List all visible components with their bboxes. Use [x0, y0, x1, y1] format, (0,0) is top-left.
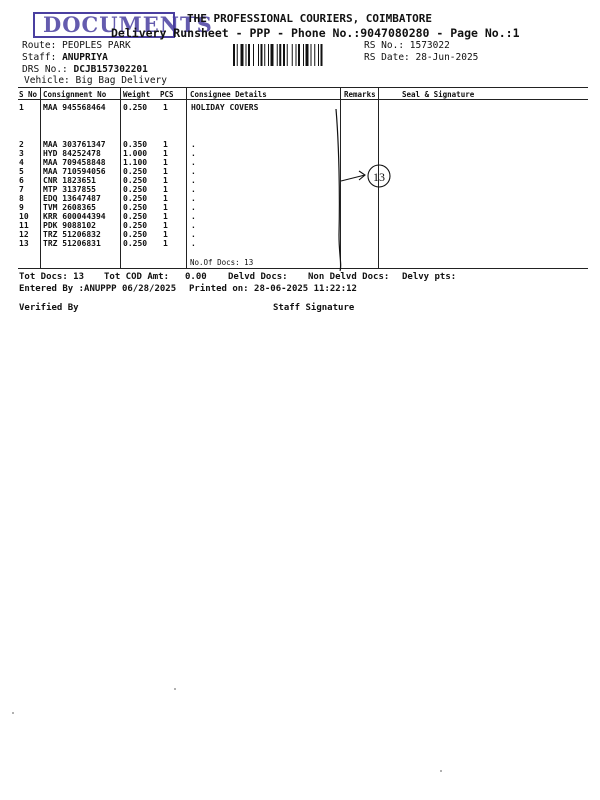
cell-sno: 2 [19, 140, 24, 149]
cell-sno: 8 [19, 194, 24, 203]
delivered-docs: Delvd Docs: [228, 272, 288, 282]
cell-consignment: MAA 710594056 [43, 167, 106, 176]
barcode-bar [248, 44, 250, 66]
table-row [18, 203, 218, 212]
table-row [18, 167, 218, 176]
cell-weight: 0.250 [123, 239, 148, 248]
cell-pcs: 1 [163, 194, 168, 203]
barcode-bar [311, 44, 312, 66]
barcode-bar [264, 44, 265, 66]
table-row [18, 239, 218, 248]
total-docs: Tot Docs: 13 [19, 272, 85, 282]
stamp-text: DOCUMENTS [43, 12, 213, 37]
barcode-bar [271, 44, 274, 66]
table-row [18, 194, 218, 203]
cell-details: . [191, 230, 196, 239]
staff-name: ANUPRIYA [62, 52, 108, 63]
cell-weight: 0.250 [123, 221, 148, 230]
cell-details: . [191, 239, 196, 248]
cell-details: . [191, 212, 196, 221]
table-row [18, 103, 259, 112]
cell-pcs: 1 [163, 103, 168, 112]
table-row [18, 221, 218, 230]
non-delivered-docs: Non Delvd Docs: [308, 272, 390, 282]
cell-sno: 10 [19, 212, 29, 221]
cell-weight: 0.250 [123, 194, 148, 203]
cell-consignment: TRZ 51206831 [43, 239, 101, 248]
total-cod-value: 0.00 [185, 272, 207, 282]
cell-pcs: 1 [163, 167, 168, 176]
cell-sno: 1 [19, 103, 24, 112]
barcode-bar [246, 44, 247, 66]
cell-consignment: HYD 84252478 [43, 149, 101, 158]
cell-consignment: TRZ 51206832 [43, 230, 101, 239]
cell-pcs: 1 [163, 158, 168, 167]
cell-weight: 0.250 [123, 103, 148, 112]
cell-consignment: CNR 1823651 [43, 176, 96, 185]
cell-details: . [191, 140, 196, 149]
drs-label: DRS No.: [22, 64, 68, 75]
cell-sno: 11 [19, 221, 29, 230]
cell-sno: 5 [19, 167, 24, 176]
circled-number: 13 [373, 170, 385, 184]
cell-details: . [191, 221, 196, 230]
vehicle-text: Vehicle: Big Bag Delivery [24, 75, 167, 86]
verified-by: Verified By [19, 303, 79, 313]
cell-weight: 0.250 [123, 203, 148, 212]
cell-consignment: PDK 9088102 [43, 221, 96, 230]
cell-pcs: 1 [163, 221, 168, 230]
staff-label: Staff: [22, 52, 57, 63]
drs-line [22, 64, 148, 75]
barcode-bar [296, 44, 297, 66]
col-header-weight: Weight [123, 90, 151, 99]
drs-number: DCJB157302201 [73, 64, 148, 75]
rs-date: RS Date: 28-Jun-2025 [364, 52, 479, 63]
col-header-seal: Seal & Signature [402, 90, 475, 99]
cell-pcs: 1 [163, 203, 168, 212]
printed-on: Printed on: 28-06-2025 11:22:12 [189, 284, 357, 294]
col-header-consignee: Consignee Details [190, 90, 267, 99]
route-text: Route: PEOPLES PARK [22, 40, 131, 51]
barcode-bar [237, 44, 238, 66]
cell-sno: 13 [19, 239, 29, 248]
cell-details: HOLIDAY COVERS [191, 103, 259, 112]
cell-consignment: MAA 303761347 [43, 140, 106, 149]
barcode-bar [268, 44, 269, 66]
no-of-docs: No.Of Docs: 13 [190, 258, 254, 267]
table-row [18, 149, 218, 158]
entered-by: Entered By :ANUPPP 06/28/2025 [19, 284, 177, 294]
staff-signature: Staff Signature [273, 303, 355, 313]
cell-weight: 0.250 [123, 212, 148, 221]
barcode-bar [298, 44, 300, 66]
cell-consignment: MTP 3137855 [43, 185, 96, 194]
barcode-bar [318, 44, 319, 66]
barcode-bar [277, 44, 278, 66]
barcode-bar [292, 44, 293, 66]
delivery-points: Delvy pts: [402, 272, 457, 282]
col-header-remarks: Remarks [344, 90, 376, 99]
barcode-bar [258, 44, 259, 66]
cell-details: . [191, 203, 196, 212]
table-row [18, 212, 218, 221]
company-title: THE PROFESSIONAL COURIERS, COIMBATORE [187, 12, 433, 25]
cell-sno: 7 [19, 185, 24, 194]
table-row [18, 185, 218, 194]
cell-pcs: 1 [163, 239, 168, 248]
table-row [18, 176, 218, 185]
barcode-bar [306, 44, 309, 66]
total-cod-label: Tot COD Amt: [104, 272, 170, 282]
col-header-pcs: PCS [160, 90, 174, 99]
cell-weight: 1.100 [123, 158, 148, 167]
barcode-bar [233, 44, 235, 66]
barcode [233, 44, 355, 66]
barcode-bar [253, 44, 254, 66]
cell-consignment: MAA 709458848 [43, 158, 106, 167]
cell-weight: 0.250 [123, 176, 148, 185]
cell-pcs: 1 [163, 176, 168, 185]
cell-consignment: TVM 2608365 [43, 203, 96, 212]
barcode-bar [303, 44, 304, 66]
cell-details: . [191, 176, 196, 185]
handwritten-bracket-annotation [330, 105, 400, 275]
barcode-bar [283, 44, 285, 66]
table-row [18, 230, 218, 239]
cell-weight: 1.000 [123, 149, 148, 158]
cell-sno: 6 [19, 176, 24, 185]
cell-details: . [191, 185, 196, 194]
cell-details: . [191, 194, 196, 203]
cell-sno: 12 [19, 230, 29, 239]
cell-consignment: EDQ 13647487 [43, 194, 101, 203]
cell-sno: 4 [19, 158, 24, 167]
runsheet-subtitle: Delivery Runsheet - PPP - Phone No.:9047080280 - Page No.:1 [111, 26, 520, 40]
barcode-bar [261, 44, 263, 66]
scan-speck [12, 712, 14, 714]
table-header-border [18, 99, 588, 100]
scan-speck [440, 770, 442, 772]
cell-pcs: 1 [163, 230, 168, 239]
col-header-consignment: Consignment No [43, 90, 107, 99]
cell-details: . [191, 158, 196, 167]
cell-consignment: MAA 945568464 [43, 103, 106, 112]
cell-sno: 3 [19, 149, 24, 158]
table-row [18, 158, 218, 167]
barcode-bar [241, 44, 244, 66]
staff-line [22, 52, 108, 63]
cell-weight: 0.350 [123, 140, 148, 149]
rs-number: RS No.: 1573022 [364, 40, 450, 51]
cell-weight: 0.250 [123, 185, 148, 194]
table-bottom-border [18, 268, 588, 269]
table-top-border [18, 87, 588, 88]
cell-details: . [191, 149, 196, 158]
barcode-bar [314, 44, 315, 66]
cell-pcs: 1 [163, 185, 168, 194]
barcode-bar [279, 44, 281, 66]
cell-details: . [191, 167, 196, 176]
cell-pcs: 1 [163, 149, 168, 158]
cell-weight: 0.250 [123, 230, 148, 239]
table-row [18, 140, 218, 149]
cell-pcs: 1 [163, 212, 168, 221]
cell-pcs: 1 [163, 140, 168, 149]
barcode-bar [287, 44, 288, 66]
barcode-bar [321, 44, 323, 66]
scan-speck [174, 688, 176, 690]
cell-consignment: KRR 600044394 [43, 212, 106, 221]
cell-sno: 9 [19, 203, 24, 212]
col-header-sno: S No [19, 90, 38, 99]
cell-weight: 0.250 [123, 167, 148, 176]
